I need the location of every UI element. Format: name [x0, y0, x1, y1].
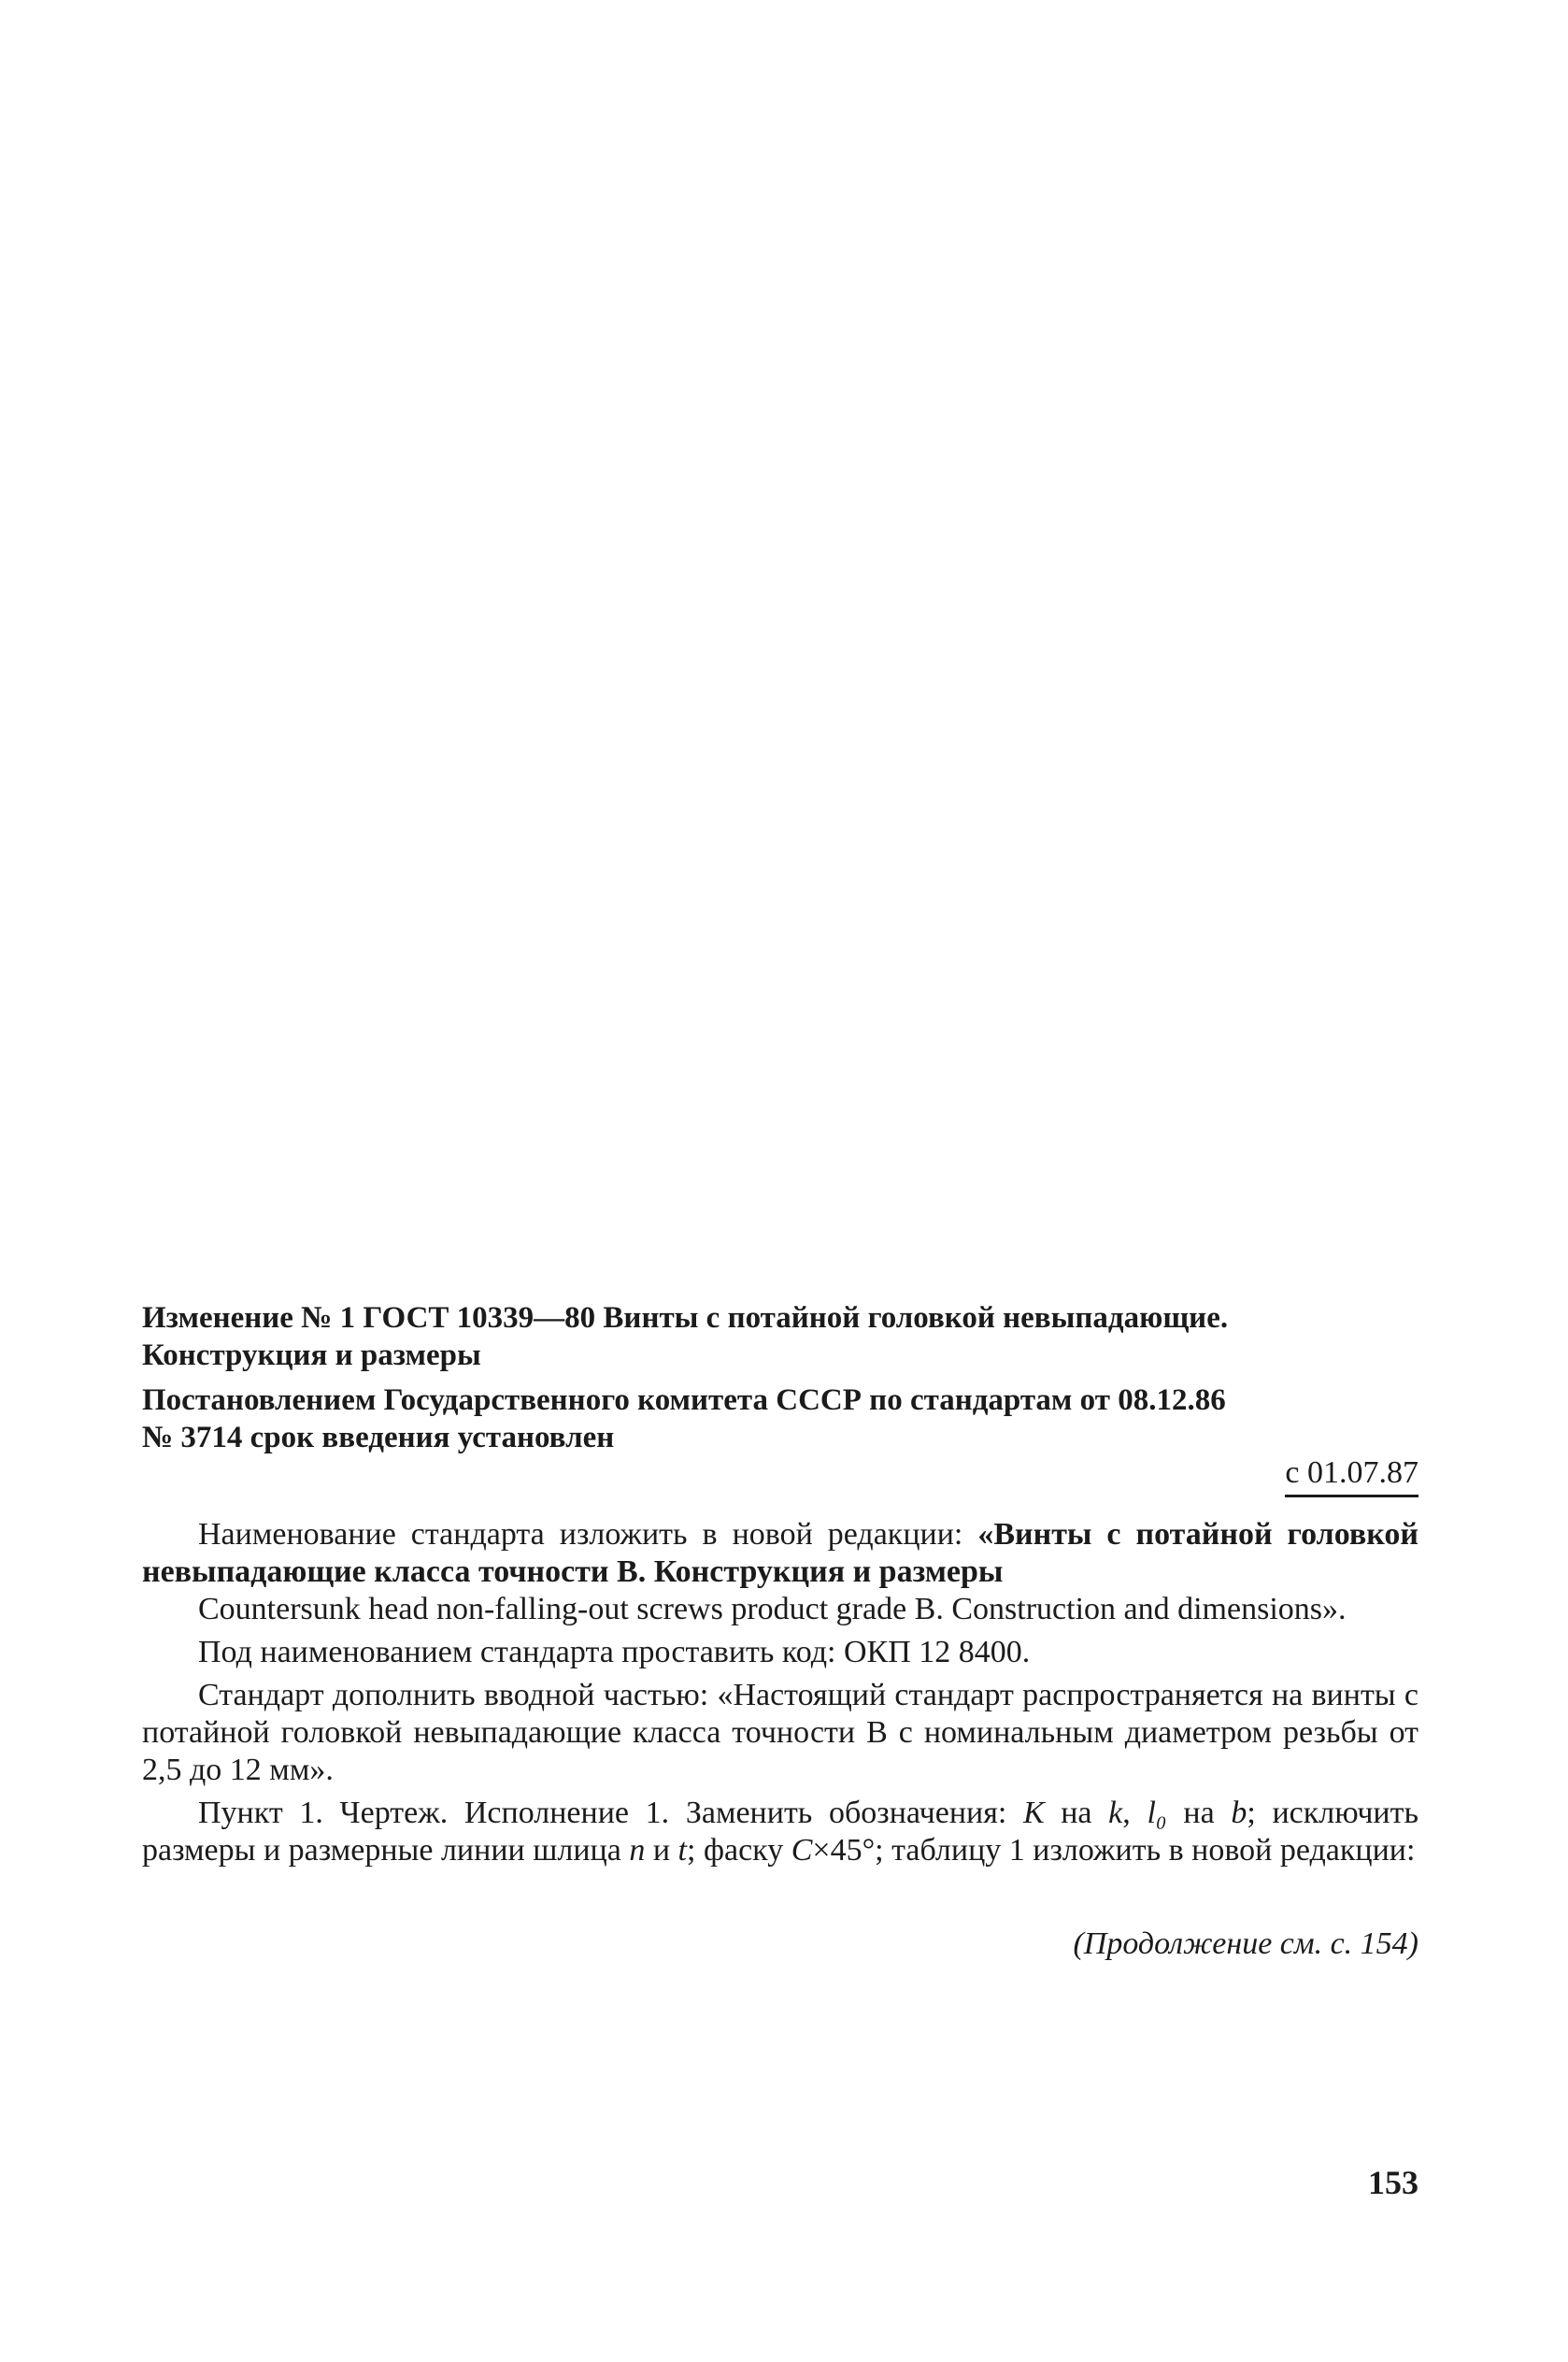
amendment-body	[142, 1516, 1418, 1875]
effective-date-block	[1285, 1453, 1418, 1497]
paragraph-title-change	[142, 1516, 1418, 1591]
paragraph-clause-1	[142, 1795, 1418, 1869]
heading-line-2: Конструкция и размеры	[142, 1338, 481, 1372]
clause-1-text-g: ; фаску	[687, 1833, 791, 1868]
clause-1-text-d: на	[1166, 1796, 1232, 1830]
clause-1-text-e: ; исключить размеры и размерные линии шлица	[142, 1796, 1418, 1868]
clause-1-text-b: на	[1044, 1796, 1109, 1830]
new-title-en: Countersunk head non-falling-out screws product grade B. Construction and dimensions».	[198, 1592, 1347, 1626]
symbol-l0: l₀	[1147, 1796, 1167, 1830]
paragraph-title-change-prefix: Наименование стандарта изложить в новой редакции:	[198, 1517, 978, 1552]
decree-line-1: Постановлением Государственного комитета СССР по стандартам от 08.12.86	[142, 1383, 1226, 1417]
clause-1-text-h: ×45°; таблицу 1 изложить в новой редакции:	[812, 1833, 1416, 1868]
heading-line-1: Изменение № 1 ГОСТ 10339—80 Винты с потайной головкой невыпадающие.	[142, 1301, 1229, 1335]
symbol-b: b	[1231, 1796, 1247, 1830]
symbol-C: C	[791, 1833, 813, 1868]
page-number: 153	[1368, 2164, 1418, 2201]
new-title-ru: «Винты с потайной головкой невыпадающие класса точности В. Конструкция и размеры	[142, 1517, 1418, 1589]
symbol-n: n	[629, 1833, 646, 1868]
paragraph-title-en	[142, 1591, 1418, 1628]
symbol-t: t	[677, 1833, 687, 1868]
paragraph-okp-code	[142, 1634, 1418, 1671]
introduction-text: Стандарт дополнить вводной частью: «Настоящий стандарт распространяется на винты с потайной головкой невыпадающие класса точности В с номинальным диаметром резьбы от 2,5 до 12 мм».	[142, 1678, 1418, 1787]
okp-code-text: Под наименованием стандарта проставить код: ОКП 12 8400.	[198, 1635, 1031, 1669]
paragraph-introduction	[142, 1677, 1418, 1789]
continuation-note: (Продолжение см. с. 154)	[1073, 1926, 1418, 1961]
decree-statement	[142, 1381, 1418, 1456]
clause-1-text-c: ,	[1122, 1796, 1147, 1830]
clause-1-text-f: и	[645, 1833, 678, 1868]
amendment-heading	[142, 1299, 1418, 1374]
clause-1-text-a: Пункт 1. Чертеж. Исполнение 1. Заменить обозначения:	[198, 1796, 1023, 1830]
effective-date: с 01.07.87	[1285, 1453, 1418, 1497]
symbol-k: k	[1108, 1796, 1123, 1830]
decree-line-2: № 3714 срок введения установлен	[142, 1421, 615, 1454]
symbol-K: К	[1022, 1796, 1045, 1830]
